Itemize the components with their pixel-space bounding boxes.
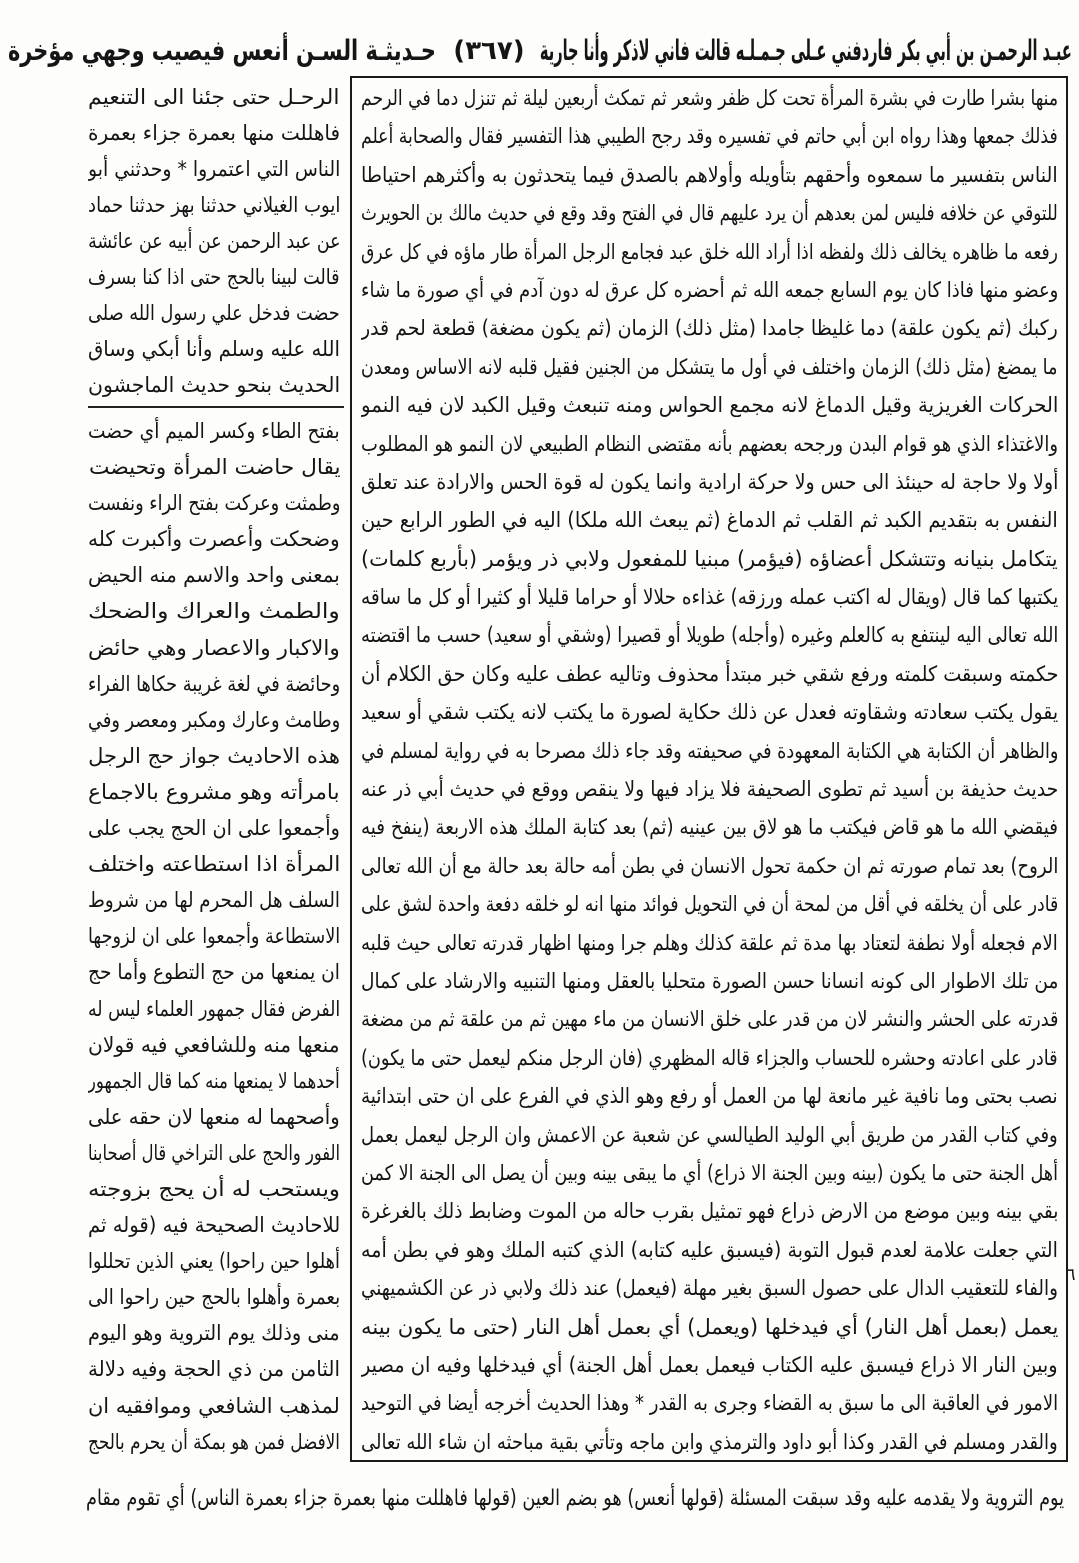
commentary-line-text: حديث حذيفة بن أسيد ثم تطوى الصحيفة فلا يزاد فيها ولا ينقص ووقع في حديث أبي ذر عنه [361, 777, 1058, 802]
sharh-line-text: للاحاديث الصحيحة فيه (قوله ثم [88, 1213, 340, 1238]
commentary-line [361, 1116, 1058, 1154]
sharh-line [88, 1388, 340, 1424]
commentary-line-text: أولا ولا حاجة له حينئذ الى حس ولا حركة ارادية وانما يكون له قوة الحس والارادة عند تعلق [361, 469, 1058, 494]
commentary-line [361, 463, 1058, 501]
commentary-line [361, 1000, 1058, 1038]
commentary-line-text: قادر على اعادته وحشره للحساب والجزاء قاله المظهري (فان الرجل منكم ليعمل حتى ما يكون) [361, 1045, 1058, 1070]
commentary-line [361, 501, 1058, 539]
sharh-line-text: بفتح الطاء وكسر الميم أي حضت [88, 419, 340, 443]
sharh-line [88, 846, 340, 882]
commentary-line-text: الله تعالى اليه لينتفع به كالعلم وغيره (وأجله) طويلا أو قصيرا (وشقي أو سعيد) حسب ما اقتضته [361, 623, 1058, 648]
commentary-box-text [361, 79, 1058, 1461]
matn-line-text: الرحـل حتى جئنا الى التنعيم [88, 85, 340, 109]
header-right-text-content: عبـد الرحمـن بن أبي بكر فاردفني عـلى جـمـلـه قالت فاني لاذكر وأنا جارية [540, 34, 1072, 67]
sharh-line-text: الثامن من ذي الحجة وفيه دلالة [88, 1357, 340, 1382]
header-left-text-content: حـديثـة السـن أنعس فيصيب وجهي مؤخرة [8, 34, 436, 67]
sharh-line-text: الفرض فقال جمهور العلماء ليس له [88, 996, 340, 1021]
sharh-line [88, 1243, 340, 1279]
commentary-line-text: نصب بحتى وما نافية غير مانعة لها من العمل أو رفع وهو الذي في الفرع على ان حتى ابتدائية [361, 1084, 1058, 1109]
commentary-line-text: بقي بينه وبين موضع من الارض ذراع فهو تمثيل بقرب حاله من الموت وضابط ذلك بالغرغرة [361, 1199, 1058, 1224]
sharh-line-text: والاكبار والاعصار وهي حائض [88, 635, 340, 660]
commentary-line [361, 1346, 1058, 1384]
commentary-line-text: التي جعلت علامة لعدم قبول التوبة (فيسبق عليه كتابه) الذي كتبه الملك وهو في بطن أمه [361, 1237, 1058, 1262]
commentary-line [361, 1039, 1058, 1077]
sharh-line-text: وأصحهما له منعها لان حقه على [88, 1104, 340, 1129]
sharh-line-text: الافضل فمن هو بمكة أن يحرم بالحج [88, 1429, 340, 1454]
sharh-line [88, 593, 340, 629]
commentary-line [361, 885, 1058, 923]
commentary-line [361, 156, 1058, 194]
sharh-line [88, 1315, 340, 1351]
page-number: (٣٦٧) [453, 36, 525, 66]
sharh-line-text: هذه الاحاديث جواز حج الرجل [88, 743, 340, 768]
sharh-line [88, 774, 340, 810]
commentary-line [361, 1308, 1058, 1346]
commentary-line [361, 770, 1058, 808]
sharh-line [88, 1207, 340, 1243]
sharh-line-text: السلف هل المحرم لها من شروط [88, 888, 340, 913]
sharh-line-text: أحدهما لا يمنعها منه كما قال الجمهور [88, 1068, 340, 1093]
commentary-line-text: منها بشرا طارت في بشرة المرأة تحت كل ظفر وشعر ثم تمكث أربعين ليلة ثم تنزل دما في الرحم [361, 86, 1058, 110]
commentary-line [361, 616, 1058, 654]
footer-line-text: يوم التروية ولا يقدمه عليه وقد سبقت المسئلة (قولها أنعس) هو بضم العين (قولها فاهللت منها بعمرة جزاء بعمرة الناس) أي تقوم مقام [86, 1486, 1064, 1511]
sharh-line-text: يقال حاضت المرأة وتحيضت [88, 455, 340, 480]
sharh-line-text: والطمث والعراك والضحك [88, 599, 340, 624]
commentary-line-text: الامور في العاقبة الى ما سبق به القضاء وجرى به القدر * وهذا الحديث أخرجه أيضا في التوحيد [361, 1391, 1058, 1416]
commentary-line [361, 693, 1058, 731]
sharh-line [88, 918, 340, 954]
matn-line [88, 259, 340, 295]
commentary-line [361, 1077, 1058, 1115]
sharh-line-text: وطمثت وعركت بفتح الراء ونفست [88, 491, 340, 516]
header-left-text [8, 28, 436, 74]
commentary-line-text: الناس بتفسير ما سمعوه وأحقهم بتأويله وأولاهم بالصدق فيما يتحدثون به وأكثرهم احتياطا [361, 162, 1058, 187]
sharh-line-text: الاستطاعة وأجمعوا على ان لزوجها [88, 924, 340, 949]
sharh-line [88, 810, 340, 846]
sharh-line [88, 557, 340, 593]
commentary-line-text: ركبك (ثم يكون علقة) دما غليظا جامدا (مثل ذلك) الزمان (ثم يكون مضغة) قطعة لحم قدر [361, 316, 1058, 341]
sharh-line-text: منى وذلك يوم التروية وهو اليوم [88, 1321, 340, 1346]
matn-line-text: الحديث بنحو حديث الماجشون [88, 373, 340, 397]
commentary-line-text: فذلك جمعها وهذا رواه ابن أبي حاتم في تفسيره وقد رجح الطيبي هذا التفسير فقال والصحابة أعلم [361, 124, 1058, 149]
matn-line [88, 223, 340, 259]
commentary-line-text: للتوقي عن خلافه فليس لمن بعدهم أن يرد عليهم قال في الفتح وقد وقع في حديث مالك بن الحويرث [361, 201, 1058, 226]
sharh-line [88, 521, 340, 557]
commentary-line-text: والفاء للتعقيب الدال على حصول السبق بغير مهلة (فيعمل) عند ذلك ولابي ذر عن الكشميهني [361, 1276, 1058, 1301]
matn-line-text: الناس التي اعتمروا * وحدثني أبو [88, 157, 340, 181]
commentary-line-text: والاغتذاء الذي هو قوام البدن ورجحه بعضهم بأنه مقتضى النظام الطبيعي لان النمو هو المطلوب [361, 431, 1058, 456]
sharh-line-text: أهلوا حين راحوا) يعني الذين تحللوا [88, 1249, 340, 1274]
commentary-line-text: أهل الجنة حتى ما يكون (بينه وبين الجنة الا ذراع) أي ما يبقى بينه وبين أن يصل الى الجنة الا كمن [361, 1160, 1058, 1185]
sharh-line [88, 738, 340, 774]
footer-line [86, 1478, 1064, 1520]
matn-line [88, 187, 340, 223]
commentary-line [361, 386, 1058, 424]
sharh-line [88, 954, 340, 990]
commentary-line-text: والقدر ومسلم في القدر وكذا أبو داود والترمذي وابن ماجه وتأتي بقية مباحثه ان شاء الله تعالى [361, 1429, 1058, 1454]
matn-line-text: قالت لبينا بالحج حتى اذا كنا بسرف [88, 265, 340, 289]
commentary-line [361, 348, 1058, 386]
sharh-line-text: ان يمنعها من حج التطوع وأما حج [88, 960, 340, 985]
commentary-line [361, 1423, 1058, 1461]
commentary-line [361, 1384, 1058, 1422]
commentary-line-text: فيقضي الله ما هو قاض فيكتب ما هو لاق بين عينيه (ثم) بعد كتابة الملك هذه الاربعة (ينفخ فيه [361, 815, 1058, 840]
sharh-line-text: وضحكت وأعصرت وأكبرت كله [88, 527, 340, 552]
sharh-line-text: لمذهب الشافعي وموافقيه ان [88, 1393, 340, 1418]
sharh-line-text: منعها منه وللشافعي فيه قولان [88, 1032, 340, 1057]
commentary-line [361, 1269, 1058, 1307]
sharh-line-text: وطامث وعارك ومكبر ومعصر وفي [88, 707, 340, 732]
commentary-line-text: يتكامل بنيانه وتتشكل أعضاؤه (فيؤمر) مبنيا للمفعول ولابي ذر ويؤمر (بأربع كلمات) [361, 546, 1058, 571]
sharh-line-text: بعمرة وأهلوا بالحج حين راحوا الى [88, 1285, 340, 1310]
commentary-line-text: من تلك الاطوار الى كونه انسانا حسن الصورة متحليا بالعقل ومنها التنبيه والارشاد على كمال [361, 968, 1058, 993]
sharh-line [88, 485, 340, 521]
sharh-line-text: الفور والحج على التراخي قال أصحابنا [88, 1140, 340, 1165]
commentary-line [361, 732, 1058, 770]
sharh-line [88, 1099, 340, 1135]
commentary-line [361, 1154, 1058, 1192]
commentary-line-text: وبين النار الا ذراع فيسبق عليه الكتاب فيعمل بعمل أهل الجنة) أي فيدخلها وفيه ان مصير [361, 1352, 1058, 1377]
commentary-line-text: رفعه ما ظاهره يخالف ذلك ولفظه اذا أراد الله خلق عبد فجامع الرجل المرأة طار ماؤه في كل عرق [361, 239, 1058, 264]
sharh-line-text: وأجمعوا على ان الحج يجب على [88, 816, 340, 841]
sharh-line [88, 1424, 340, 1460]
commentary-line-text: ما يمضغ (مثل ذلك) الزمان واختلف في أول ما يتشكل من الجنين فقيل قلبه لانه الاساس ومعدن [361, 354, 1058, 379]
sharh-line [88, 991, 340, 1027]
marginal-mark: ٦ [1066, 1265, 1076, 1285]
sharh-line-text: بمعنى واحد والاسم منه الحيض [88, 563, 340, 588]
matn-line [88, 331, 340, 367]
commentary-line [361, 271, 1058, 309]
commentary-line [361, 425, 1058, 463]
sharh-line-text: وحائضة في لغة غريبة حكاها الفراء [88, 671, 340, 696]
commentary-line-text: قدرته على الحشر والنشر لان من قدر على خلق الانسان من ماء مهين ثم من علقة ثم من مضغة [361, 1007, 1058, 1032]
commentary-line [361, 540, 1058, 578]
sharh-line [88, 1279, 340, 1315]
matn-line-text: الله عليه وسلم وأنا أبكي وساق [88, 337, 340, 361]
sharh-line [88, 882, 340, 918]
commentary-line [361, 962, 1058, 1000]
commentary-line [361, 655, 1058, 693]
sharh-line-text: بامرأته وهو مشروع بالاجماع [88, 779, 340, 804]
commentary-line [361, 233, 1058, 271]
sharh-line [88, 666, 340, 702]
sharh-line [88, 1063, 340, 1099]
matn-line [88, 295, 340, 331]
commentary-line [361, 1231, 1058, 1269]
section-divider [88, 406, 344, 408]
sharh-line-text: المرأة اذا استطاعته واختلف [88, 852, 340, 877]
matn-line [88, 79, 340, 115]
commentary-line [361, 194, 1058, 232]
commentary-line-text: النفس به بتقديم الكبد ثم القلب ثم الدماغ (ثم يبعث الله ملكا) اليه في الطور الرابع حين [361, 508, 1058, 533]
commentary-line [361, 117, 1058, 155]
sharh-line [88, 1351, 340, 1387]
matn-line [88, 151, 340, 187]
matn-line [88, 367, 340, 403]
sharh-line [88, 1135, 340, 1171]
sharh-line [88, 1027, 340, 1063]
sharh-line-text: ويستحب له أن يحج بزوجته [88, 1176, 340, 1201]
commentary-line-text: حكمته وسبقت كلمته ورفع شقي خبر مبتدأ محذوف وتاليه عطف عليه وكان حق الكلام أن [361, 661, 1058, 686]
commentary-line [361, 79, 1058, 117]
commentary-line [361, 578, 1058, 616]
commentary-line [361, 847, 1058, 885]
matn-line-text: فاهللت منها بعمرة جزاء بعمرة [88, 121, 340, 145]
page-header [8, 28, 1072, 74]
matn-line-text: ايوب الغيلاني حدثنا بهز حدثنا حماد [88, 193, 340, 217]
commentary-line [361, 808, 1058, 846]
commentary-line [361, 924, 1058, 962]
matn-line [88, 115, 340, 151]
commentary-line-text: وعضو منها فاذا كان يوم السابع جمعه الله ثم أحضره كل عرق له دون آدم في أي صورة ما شاء [361, 277, 1058, 302]
commentary-line-text: الحركات الغريزية وقيل الدماغ لانه مجمع الحواس ومنه تنبعث وقيل الكبد لان فيه النمو [361, 393, 1058, 418]
sharh-line [88, 413, 340, 449]
header-right-text [540, 28, 1072, 74]
commentary-line-text: يعمل (بعمل أهل النار) أي فيدخلها (ويعمل) أي بعمل أهل النار (حتى ما يكون بينه [361, 1314, 1058, 1339]
commentary-line [361, 309, 1058, 347]
commentary-line-text: والظاهر أن الكتابة هي الكتابة المعهودة في صحيفته وقد جاء ذلك مصرحا به في رواية لمسلم في [361, 738, 1058, 763]
sharh-line [88, 630, 340, 666]
commentary-line-text: الروح) بعد تمام صورته ثم ان حكمة تحول الانسان في بطن أمه حالة بعد حالة مع أن الله تعالى [361, 853, 1058, 878]
commentary-line-text: قادر على أن يخلقه في أقل من لمحة أن في التحويل فوائد منها انه لو خلقه دفعة واحدة لشق على [361, 892, 1058, 917]
commentary-line-text: الام فجعله أولا نطفة لتعتاد بها مدة ثم علقة كذلك وهلم جرا ومنها اظهار قدرته تعالى حيث قلبه [361, 930, 1058, 955]
sharh-line [88, 1171, 340, 1207]
commentary-line-text: يقول يكتب سعادته وشقاوته فعدل عن ذلك حكاية لصورة ما يكتب لانه يكتب شقي أو سعيد [361, 700, 1058, 725]
matn-line-text: عن عبد الرحمن عن أبيه عن عائشة [88, 229, 340, 253]
margin-matn-text [88, 79, 340, 403]
sharh-line [88, 449, 340, 485]
margin-sharh-text [88, 413, 340, 1460]
matn-line-text: حضت فدخل علي رسول الله صلى [88, 301, 340, 325]
sharh-line [88, 702, 340, 738]
commentary-line [361, 1192, 1058, 1230]
commentary-line-text: يكتبها كما قال (ويقال له اكتب عمله ورزقه) غذاءه حلالا أو حراما قليلا أو كثيرا أو كل ما ساقه [361, 585, 1058, 610]
commentary-line-text: وفي كتاب القدر من طريق أبي الوليد الطيالسي عن شعبة عن الاعمش وان الرجل ليعمل بعمل [361, 1122, 1058, 1147]
